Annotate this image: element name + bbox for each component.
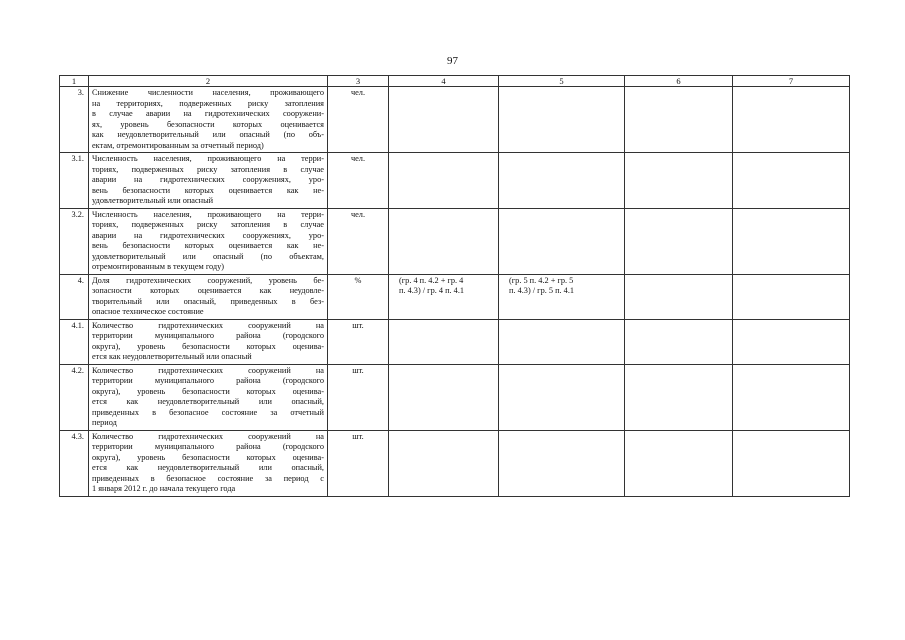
row-col6 [625, 208, 733, 274]
row-description-line: округа), уровень безопасности которых оценива- [92, 341, 324, 351]
row-description-line: вень безопасности которых оценивается как не- [92, 185, 324, 195]
row-description-line: ях, уровень безопасности которых оценивается [92, 119, 324, 129]
row-col6 [625, 319, 733, 364]
row-description-line: территории муниципального района (городского [92, 376, 324, 385]
row-col7 [733, 208, 850, 274]
row-description-line: вень безопасности которых оценивается как не- [92, 241, 324, 250]
row-description-line: территории муниципального района (городского [92, 442, 324, 451]
row-description-line: как неудовлетворительный или опасный (по объ- [92, 130, 324, 139]
header-row [60, 76, 850, 87]
row-unit: чел. [328, 87, 389, 153]
row-description-line: приведенных в безопасное состояние за отчетный [92, 407, 324, 417]
row-col4-formula [389, 364, 499, 430]
row-number: 4.3. [60, 430, 89, 496]
row-unit: чел. [328, 153, 389, 209]
header-cell: 7 [733, 76, 850, 87]
row-description-line: округа), уровень безопасности которых оценива- [92, 386, 324, 396]
row-col4-formula [389, 274, 499, 319]
row-number: 3.1. [60, 153, 89, 209]
row-col5-formula-line: (гр. 5 п. 4.2 + гр. 5 [509, 275, 574, 285]
row-description-line: на территориях, подверженных риску затопления [92, 98, 324, 108]
header-cell: 3 [328, 76, 389, 87]
row-description-line: ется как неудовлетворительный или опасный, [92, 397, 324, 406]
row-col4-formula [389, 430, 499, 496]
row-description-line: ториях, подверженных риску затопления в случае [92, 220, 324, 229]
row-col4-formula-line: (гр. 4 п. 4.2 + гр. 4 [399, 275, 464, 285]
row-unit: шт. [328, 430, 389, 496]
row-description [89, 87, 328, 153]
row-description-line: приведенных в безопасное состояние за период с [92, 473, 324, 483]
row-col7 [733, 87, 850, 153]
row-col4-formula [389, 87, 499, 153]
row-number: 3.2. [60, 208, 89, 274]
row-description-line: творительный или опасный, приведенных в без- [92, 296, 324, 306]
row-col5-formula [499, 153, 625, 209]
header-cell: 5 [499, 76, 625, 87]
row-description-line: зопасности которых оценивается как неудовле- [92, 286, 324, 295]
row-unit: чел. [328, 208, 389, 274]
row-col4-formula [389, 208, 499, 274]
row-description-line: 1 января 2012 г. до начала текущего года [92, 484, 236, 493]
page-number: 97 [447, 55, 458, 67]
row-description-line: опасное техническое состояние [92, 307, 204, 316]
table-row [60, 87, 850, 153]
row-description-line: ется как неудовлетворительный или опасный [92, 352, 252, 361]
row-number: 4. [60, 274, 89, 319]
row-description-line: ектам, отремонтированным за отчетный период) [92, 140, 264, 150]
row-description [89, 364, 328, 430]
row-description-line: территории муниципального района (городского [92, 331, 324, 340]
row-col6 [625, 364, 733, 430]
row-description-line: отремонтированным в текущем году) [92, 262, 225, 271]
row-col5-formula [499, 319, 625, 364]
row-col7 [733, 274, 850, 319]
row-description-line: Численность населения, проживающего на терри- [92, 154, 324, 163]
table-row [60, 364, 850, 430]
row-col5-formula-line: п. 4.3) / гр. 5 п. 4.1 [509, 286, 575, 295]
row-number: 4.1. [60, 319, 89, 364]
row-description-line: удовлетворительный или опасный [92, 196, 214, 205]
row-col5-formula [499, 274, 625, 319]
row-description-line: удовлетворительный или опасный (по объектам, [92, 251, 324, 261]
row-description-line: округа), уровень безопасности которых оценива- [92, 452, 324, 462]
row-description-line: Доля гидротехнических сооружений, уровень бе- [92, 275, 324, 285]
row-col4-formula [389, 319, 499, 364]
row-description-line: аварии на гидротехнических сооружениях, уро- [92, 230, 324, 240]
row-col5-formula [499, 208, 625, 274]
row-description-line: Снижение численности населения, проживающего [92, 88, 324, 97]
row-description-line: Количество гидротехнических сооружений на [92, 365, 324, 375]
table-row [60, 153, 850, 209]
table-row [60, 319, 850, 364]
row-description [89, 319, 328, 364]
row-col7 [733, 364, 850, 430]
row-description [89, 274, 328, 319]
row-description [89, 153, 328, 209]
header-cell: 2 [89, 76, 328, 87]
row-description-line: аварии на гидротехнических сооружениях, уро- [92, 175, 324, 184]
row-unit: шт. [328, 364, 389, 430]
row-description-line: период [92, 418, 117, 427]
row-col5-formula [499, 430, 625, 496]
row-col5-formula [499, 364, 625, 430]
row-unit: шт. [328, 319, 389, 364]
row-number: 3. [60, 87, 89, 153]
table-row [60, 274, 850, 319]
row-description-line: ется как неудовлетворительный или опасный, [92, 463, 324, 472]
header-cell: 1 [60, 76, 89, 87]
row-description-line: Количество гидротехнических сооружений на [92, 431, 324, 441]
row-description-line: Численность населения, проживающего на терри- [92, 209, 324, 219]
row-col5-formula [499, 87, 625, 153]
row-col7 [733, 319, 850, 364]
row-col7 [733, 153, 850, 209]
row-col6 [625, 87, 733, 153]
row-col4-formula [389, 153, 499, 209]
row-description [89, 208, 328, 274]
table-row [60, 208, 850, 274]
row-unit: % [328, 274, 389, 319]
row-description [89, 430, 328, 496]
table-row [60, 430, 850, 496]
row-col6 [625, 153, 733, 209]
row-number: 4.2. [60, 364, 89, 430]
row-col4-formula-line: п. 4.3) / гр. 4 п. 4.1 [399, 286, 465, 295]
row-col6 [625, 274, 733, 319]
header-cell: 6 [625, 76, 733, 87]
row-col7 [733, 430, 850, 496]
header-cell: 4 [389, 76, 499, 87]
indicator-table [59, 75, 850, 497]
row-col6 [625, 430, 733, 496]
row-description-line: ториях, подверженных риску затопления в случае [92, 164, 324, 174]
row-description-line: в случае аварии на гидротехнических сооружени- [92, 109, 324, 118]
row-description-line: Количество гидротехнических сооружений на [92, 320, 324, 330]
